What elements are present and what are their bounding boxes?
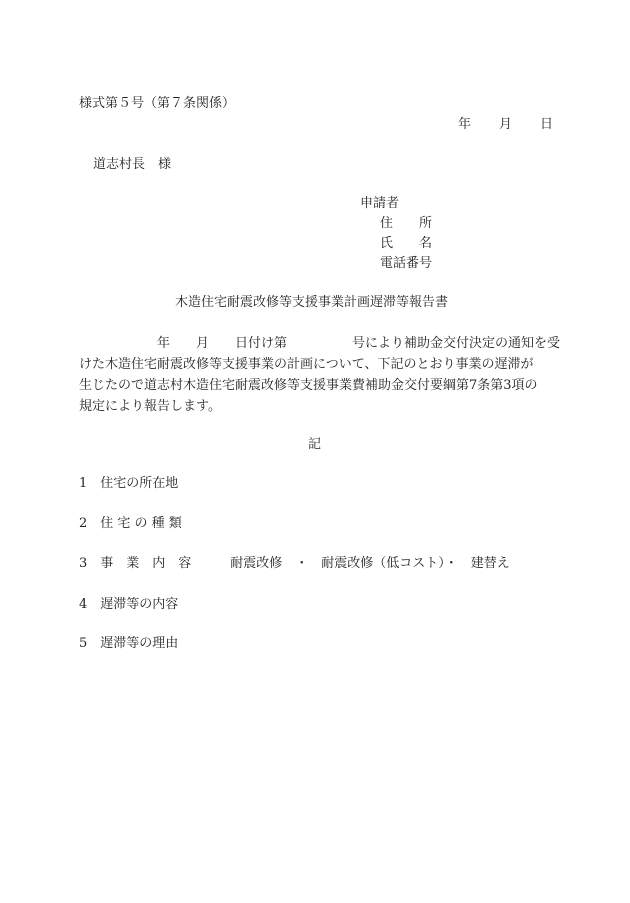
date-day: 日 <box>540 117 554 132</box>
applicant-phone-label: 電話番号 <box>380 256 433 271</box>
item-project-content: 3 事 業 内 容 耐震改修 ・ 耐震改修（低コスト）・ 建替え <box>79 556 510 571</box>
body-paragraph <box>79 333 561 417</box>
ki-heading: 記 <box>308 437 322 452</box>
form-number: 様式第５号（第７条関係） <box>79 96 236 111</box>
date-month: 月 <box>499 117 513 132</box>
item-residence-location: 1 住宅の所在地 <box>79 476 179 491</box>
body-line: けた木造住宅耐震改修等支援事業の計画について、下記のとおり事業の遅滞が <box>79 357 534 372</box>
item-delay-content: 4 遅滞等の内容 <box>79 597 179 612</box>
date-year: 年 <box>458 117 472 132</box>
body-line: 生じたので道志村木造住宅耐震改修等支援事業費補助金交付要綱第7条第3項の <box>79 378 538 393</box>
applicant-address-label: 住 所 <box>380 216 433 231</box>
applicant-label: 申請者 <box>360 196 400 211</box>
applicant-block <box>360 197 432 277</box>
item-delay-reason: 5 遅滞等の理由 <box>79 636 179 651</box>
item-residence-type: 2 住 宅 の 種 類 <box>79 516 182 531</box>
applicant-name-label: 氏 名 <box>380 236 433 251</box>
addressee: 道志村長 様 <box>93 157 172 172</box>
date-line <box>458 118 553 131</box>
body-line: 規定により報告します。 <box>79 399 221 414</box>
document-title: 木造住宅耐震改修等支援事業計画遅滞等報告書 <box>175 295 449 310</box>
body-line: 年 月 日付け第 号により補助金交付決定の通知を受 <box>79 336 561 351</box>
